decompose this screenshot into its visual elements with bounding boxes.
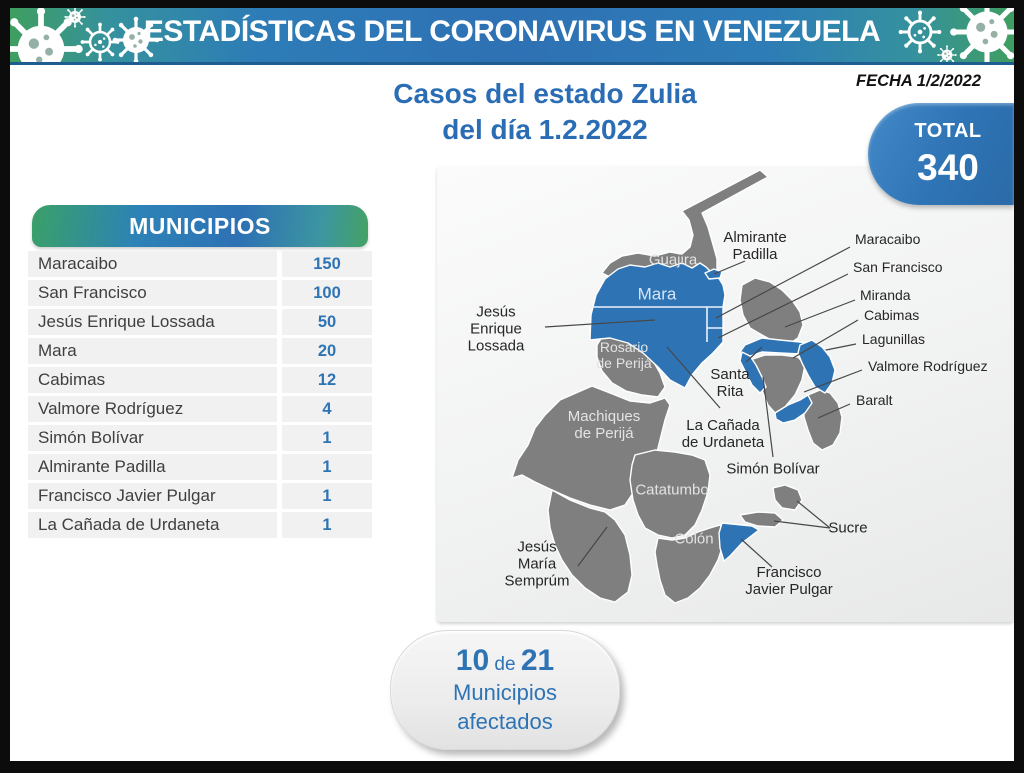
map-label-mara: Mara xyxy=(637,284,677,304)
table-row xyxy=(28,280,372,306)
municipality-name: Simón Bolívar xyxy=(28,425,277,451)
page-title-line2: del día 1.2.2022 xyxy=(442,114,648,145)
municipality-name: Almirante Padilla xyxy=(28,454,277,480)
table-header: MUNICIPIOS xyxy=(32,205,368,247)
map-label-catatumbo: Catatumbo xyxy=(635,481,709,499)
map-label-guajira: Guajira xyxy=(648,251,698,269)
map-label-machiques-de-perija: Machiques de Perijá xyxy=(567,408,641,442)
map-label-sucre: Sucre xyxy=(828,519,868,537)
municipality-value: 150 xyxy=(282,251,372,277)
municipality-name: San Francisco xyxy=(28,280,277,306)
municipality-value: 1 xyxy=(282,425,372,451)
map-label-colon: Colón xyxy=(674,530,714,548)
map-label-baralt-pointer: Baralt xyxy=(856,392,893,409)
page-title-line1: Casos del estado Zulia xyxy=(393,78,697,109)
municipality-name: Cabimas xyxy=(28,367,277,393)
map-label-la-canada-de-urdaneta: La Cañada de Urdaneta xyxy=(681,417,765,451)
municipios-table xyxy=(28,205,372,541)
map-label-san-francisco-pointer: San Francisco xyxy=(853,259,943,276)
page-title xyxy=(375,76,715,148)
municipality-value: 20 xyxy=(282,338,372,364)
table-row xyxy=(28,309,372,335)
map-label-miranda-pointer: Miranda xyxy=(860,287,911,304)
municipality-value: 1 xyxy=(282,512,372,538)
summary-of-word: de xyxy=(494,654,516,675)
municipality-name: Jesús Enrique Lossada xyxy=(28,309,277,335)
map-label-maracaibo-pointer: Maracaibo xyxy=(855,231,921,248)
summary-badge xyxy=(390,630,620,750)
zulia-map xyxy=(430,155,1014,625)
municipality-name: Mara xyxy=(28,338,277,364)
header-title: ESTADÍSTICAS DEL CORONAVIRUS EN VENEZUELA xyxy=(143,15,881,48)
summary-line3: afectados xyxy=(457,709,553,734)
table-row xyxy=(28,483,372,509)
table-row xyxy=(28,425,372,451)
table-row xyxy=(28,454,372,480)
summary-total: 21 xyxy=(520,644,555,677)
summary-count-line xyxy=(391,644,619,678)
map-label-jesus-maria-semprum: Jesús María Semprúm xyxy=(504,538,570,590)
total-badge xyxy=(868,103,1014,205)
map-labels xyxy=(430,155,1014,625)
municipality-value: 50 xyxy=(282,309,372,335)
municipality-value: 100 xyxy=(282,280,372,306)
table-row xyxy=(28,251,372,277)
map-label-cabimas-pointer: Cabimas xyxy=(864,307,920,324)
map-label-lagunillas-pointer: Lagunillas xyxy=(862,331,926,348)
map-label-almirante-padilla: Almirante Padilla xyxy=(723,229,787,263)
summary-count: 10 xyxy=(455,644,490,677)
total-label: TOTAL xyxy=(914,120,982,142)
table-row xyxy=(28,512,372,538)
total-value: 340 xyxy=(917,147,979,188)
table-row xyxy=(28,338,372,364)
municipality-name: La Cañada de Urdaneta xyxy=(28,512,277,538)
header-banner xyxy=(10,8,1014,65)
map-label-valmore-rodriguez-pointer: Valmore Rodríguez xyxy=(868,358,988,375)
municipality-value: 4 xyxy=(282,396,372,422)
municipality-value: 1 xyxy=(282,483,372,509)
map-label-jesus-enrique-lossada: Jesús Enrique Lossada xyxy=(467,303,525,355)
municipality-name: Maracaibo xyxy=(28,251,277,277)
municipality-name: Valmore Rodríguez xyxy=(28,396,277,422)
table-rows xyxy=(28,251,372,538)
municipality-value: 1 xyxy=(282,454,372,480)
map-label-simon-bolivar: Simón Bolívar xyxy=(726,460,820,478)
summary-line2: Municipios xyxy=(453,680,557,705)
municipality-name: Francisco Javier Pulgar xyxy=(28,483,277,509)
map-label-francisco-javier-pulgar: Francisco Javier Pulgar xyxy=(745,564,833,598)
date-label: FECHA 1/2/2022 xyxy=(856,72,982,90)
map-label-santa-rita: Santa Rita xyxy=(710,366,750,400)
municipality-value: 12 xyxy=(282,367,372,393)
map-label-rosario-de-perija: Rosario de Perijá xyxy=(596,339,652,371)
table-row xyxy=(28,396,372,422)
table-row xyxy=(28,367,372,393)
